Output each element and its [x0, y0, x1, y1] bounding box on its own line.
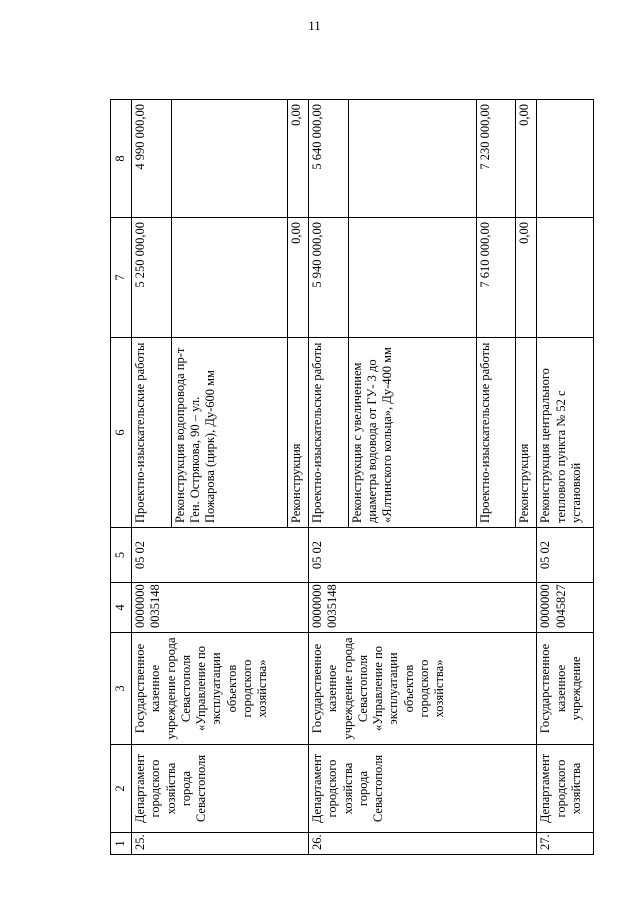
code-cell: 0000000 0035148	[309, 583, 537, 633]
value-col8-cell: 4 990 000,00	[132, 100, 172, 218]
value-col8-cell: 0,00	[287, 100, 308, 218]
header-cell-7: 7	[111, 218, 132, 338]
header-row	[111, 100, 132, 855]
section-code-cell: 05 02	[537, 528, 594, 583]
department-cell: Департамент городского хозяйства	[537, 745, 594, 833]
row-number: 26.	[309, 833, 537, 855]
value-col7-cell: 5 940 000,00	[309, 218, 349, 338]
value-col8-cell: 0,00	[516, 100, 537, 218]
header-cell-3: 3	[111, 633, 132, 745]
rotated-table-container	[110, 100, 594, 855]
header-cell-5: 5	[111, 528, 132, 583]
value-col8-cell	[537, 100, 594, 218]
row-number: 27.	[537, 833, 594, 855]
header-cell-6: 6	[111, 338, 132, 528]
work-name-cell: Проектно-изыскательские работы	[309, 338, 349, 528]
work-name-cell: Реконструкция	[516, 338, 537, 528]
section-code-cell: 05 02	[309, 528, 537, 583]
department-cell: Департамент городского хозяйства города Севастополя	[132, 745, 309, 833]
table-row	[309, 100, 349, 855]
code-cell: 0000000 0035148	[132, 583, 309, 633]
work-name-cell: Реконструкция с увеличением диаметра водовода от ГУ- 3 до «Ялтинского кольца», Ду-400 мм	[348, 338, 476, 528]
institution-cell: Государственное казенное учреждение города Севастополя «Управление по эксплуатации объектов городского хозяйства»	[309, 633, 537, 745]
value-col7-cell	[348, 218, 476, 338]
page-number: 11	[308, 18, 321, 33]
department-cell: Департамент городского хозяйства города Севастополя	[309, 745, 537, 833]
value-col7-cell	[171, 218, 287, 338]
work-name-cell: Реконструкция водопровода пр-т Ген. Острякова, 90 – ул. Пожарова (цирк), Ду-600 мм	[171, 338, 287, 528]
value-col7-cell: 5 250 000,00	[132, 218, 172, 338]
header-cell-4: 4	[111, 583, 132, 633]
budget-table	[110, 99, 594, 855]
table-row	[132, 100, 172, 855]
header-cell-2: 2	[111, 745, 132, 833]
section-code-cell: 05 02	[132, 528, 309, 583]
institution-cell: Государственное казенное учреждение	[537, 633, 594, 745]
value-col8-cell: 7 230 000,00	[476, 100, 516, 218]
value-col7-cell	[537, 218, 594, 338]
table-row	[537, 100, 594, 855]
row-number: 25.	[132, 833, 309, 855]
value-col7-cell: 7 610 000,00	[476, 218, 516, 338]
institution-cell: Государственное казенное учреждение города Севастополя «Управление по эксплуатации объектов городского хозяйства»	[132, 633, 309, 745]
work-name-cell: Проектно-изыскательские работы	[132, 338, 172, 528]
value-col7-cell: 0,00	[516, 218, 537, 338]
work-name-cell: Проектно-изыскательские работы	[476, 338, 516, 528]
work-name-cell: Реконструкция центрального теплового пункта № 52 с установкой	[537, 338, 594, 528]
value-col8-cell	[348, 100, 476, 218]
code-cell: 0000000 0045827	[537, 583, 594, 633]
value-col8-cell	[171, 100, 287, 218]
header-cell-8: 8	[111, 100, 132, 218]
work-name-cell: Реконструкция	[287, 338, 308, 528]
header-cell-1: 1	[111, 833, 132, 855]
value-col8-cell: 5 640 000,00	[309, 100, 349, 218]
value-col7-cell: 0,00	[287, 218, 308, 338]
